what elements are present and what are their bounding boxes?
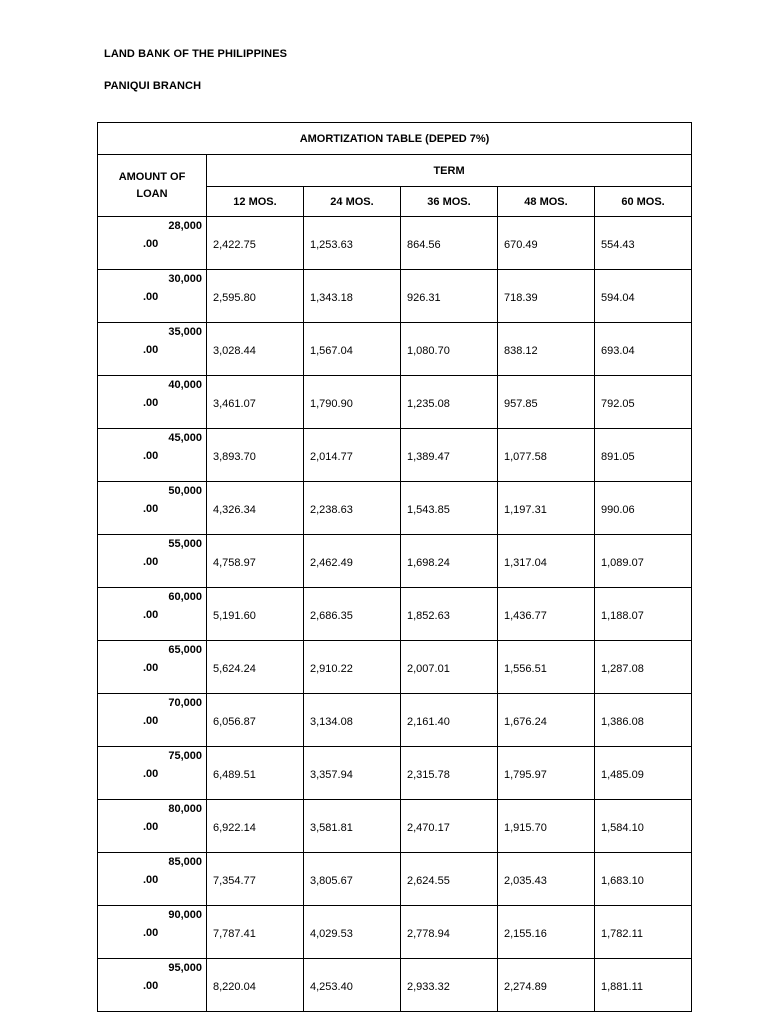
loan-amount: 45,000 [168, 432, 202, 444]
monthly-amortization-cell: 4,758.97 [207, 535, 304, 588]
monthly-amortization-cell: 4,029.53 [304, 906, 401, 959]
monthly-amortization-cell: 718.39 [498, 270, 595, 323]
monthly-amortization-cell: 2,624.55 [401, 853, 498, 906]
monthly-amortization-cell: 1,567.04 [304, 323, 401, 376]
monthly-amortization-cell: 4,253.40 [304, 959, 401, 1012]
monthly-amortization-cell: 1,790.90 [304, 376, 401, 429]
monthly-amortization-cell: 1,080.70 [401, 323, 498, 376]
table-title: AMORTIZATION TABLE (DEPED 7%) [98, 123, 692, 155]
loan-amount-cell [98, 323, 207, 376]
monthly-amortization-cell: 838.12 [498, 323, 595, 376]
monthly-amortization-cell: 3,134.08 [304, 694, 401, 747]
monthly-amortization-cell: 2,007.01 [401, 641, 498, 694]
monthly-amortization-cell: 2,155.16 [498, 906, 595, 959]
monthly-amortization-cell: 891.05 [595, 429, 692, 482]
monthly-amortization-cell: 1,077.58 [498, 429, 595, 482]
table-row [98, 747, 692, 800]
amount-header-line1: AMOUNT OF [118, 170, 186, 183]
loan-amount-cell [98, 641, 207, 694]
table-row [98, 270, 692, 323]
monthly-amortization-cell: 1,683.10 [595, 853, 692, 906]
monthly-amortization-cell: 864.56 [401, 217, 498, 270]
monthly-amortization-cell: 1,782.11 [595, 906, 692, 959]
loan-amount-cents: .00 [143, 662, 159, 674]
loan-amount-cents: .00 [143, 503, 159, 515]
loan-amount-cell [98, 800, 207, 853]
monthly-amortization-cell: 2,014.77 [304, 429, 401, 482]
table-row [98, 641, 692, 694]
monthly-amortization-cell: 1,386.08 [595, 694, 692, 747]
bank-name: LAND BANK OF THE PHILIPPINES [104, 48, 288, 60]
monthly-amortization-cell: 2,686.35 [304, 588, 401, 641]
term-column-header: 36 MOS. [401, 187, 498, 217]
monthly-amortization-cell: 1,852.63 [401, 588, 498, 641]
monthly-amortization-cell: 957.85 [498, 376, 595, 429]
monthly-amortization-cell: 6,056.87 [207, 694, 304, 747]
monthly-amortization-cell: 1,676.24 [498, 694, 595, 747]
monthly-amortization-cell: 1,881.11 [595, 959, 692, 1012]
loan-amount-cents: .00 [143, 715, 159, 727]
loan-amount-cell [98, 694, 207, 747]
monthly-amortization-cell: 990.06 [595, 482, 692, 535]
monthly-amortization-cell: 8,220.04 [207, 959, 304, 1012]
monthly-amortization-cell: 2,238.63 [304, 482, 401, 535]
monthly-amortization-cell: 7,787.41 [207, 906, 304, 959]
monthly-amortization-cell: 2,778.94 [401, 906, 498, 959]
loan-amount-cents: .00 [143, 397, 159, 409]
loan-amount-cell [98, 217, 207, 270]
loan-amount: 70,000 [168, 697, 202, 709]
monthly-amortization-cell: 1,235.08 [401, 376, 498, 429]
monthly-amortization-cell: 5,191.60 [207, 588, 304, 641]
amount-of-loan-header [98, 155, 207, 217]
monthly-amortization-cell: 2,274.89 [498, 959, 595, 1012]
monthly-amortization-cell: 3,805.67 [304, 853, 401, 906]
loan-amount: 90,000 [168, 909, 202, 921]
loan-amount: 35,000 [168, 326, 202, 338]
monthly-amortization-cell: 2,595.80 [207, 270, 304, 323]
table-row [98, 323, 692, 376]
monthly-amortization-cell: 6,922.14 [207, 800, 304, 853]
monthly-amortization-cell: 5,624.24 [207, 641, 304, 694]
loan-amount-cell [98, 270, 207, 323]
table-row [98, 959, 692, 1012]
table-row [98, 906, 692, 959]
monthly-amortization-cell: 2,470.17 [401, 800, 498, 853]
monthly-amortization-cell: 1,795.97 [498, 747, 595, 800]
monthly-amortization-cell: 1,389.47 [401, 429, 498, 482]
monthly-amortization-cell: 594.04 [595, 270, 692, 323]
loan-amount: 75,000 [168, 750, 202, 762]
monthly-amortization-cell: 670.49 [498, 217, 595, 270]
loan-amount-cell [98, 906, 207, 959]
branch-name: PANIQUI BRANCH [104, 80, 202, 92]
monthly-amortization-cell: 3,357.94 [304, 747, 401, 800]
loan-amount-cell [98, 853, 207, 906]
table-row [98, 588, 692, 641]
monthly-amortization-cell: 1,556.51 [498, 641, 595, 694]
loan-amount-cell [98, 429, 207, 482]
term-column-header: 12 MOS. [207, 187, 304, 217]
monthly-amortization-cell: 1,089.07 [595, 535, 692, 588]
loan-amount-cents: .00 [143, 556, 159, 568]
monthly-amortization-cell: 1,436.77 [498, 588, 595, 641]
loan-amount: 60,000 [168, 591, 202, 603]
monthly-amortization-cell: 1,317.04 [498, 535, 595, 588]
monthly-amortization-cell: 2,933.32 [401, 959, 498, 1012]
monthly-amortization-cell: 1,485.09 [595, 747, 692, 800]
loan-amount-cents: .00 [143, 874, 159, 886]
monthly-amortization-cell: 7,354.77 [207, 853, 304, 906]
monthly-amortization-cell: 2,462.49 [304, 535, 401, 588]
term-column-header: 60 MOS. [595, 187, 692, 217]
monthly-amortization-cell: 693.04 [595, 323, 692, 376]
monthly-amortization-cell: 1,698.24 [401, 535, 498, 588]
loan-amount: 55,000 [168, 538, 202, 550]
loan-amount-cents: .00 [143, 980, 159, 992]
table-row [98, 376, 692, 429]
loan-amount-cents: .00 [143, 927, 159, 939]
loan-amount: 95,000 [168, 962, 202, 974]
loan-amount: 50,000 [168, 485, 202, 497]
loan-amount: 65,000 [168, 644, 202, 656]
monthly-amortization-cell: 2,422.75 [207, 217, 304, 270]
monthly-amortization-cell: 1,584.10 [595, 800, 692, 853]
monthly-amortization-cell: 554.43 [595, 217, 692, 270]
monthly-amortization-cell: 3,461.07 [207, 376, 304, 429]
loan-amount: 80,000 [168, 803, 202, 815]
loan-amount-cell [98, 747, 207, 800]
table-row [98, 429, 692, 482]
loan-amount: 28,000 [168, 220, 202, 232]
monthly-amortization-cell: 1,543.85 [401, 482, 498, 535]
amount-header-line2: LOAN [136, 187, 168, 200]
monthly-amortization-cell: 2,910.22 [304, 641, 401, 694]
monthly-amortization-cell: 1,197.31 [498, 482, 595, 535]
amortization-table [97, 122, 692, 1012]
table-row [98, 694, 692, 747]
term-column-header: 24 MOS. [304, 187, 401, 217]
table-row [98, 853, 692, 906]
loan-amount-cents: .00 [143, 238, 159, 250]
loan-amount-cell [98, 535, 207, 588]
monthly-amortization-cell: 1,253.63 [304, 217, 401, 270]
monthly-amortization-cell: 1,287.08 [595, 641, 692, 694]
monthly-amortization-cell: 2,161.40 [401, 694, 498, 747]
monthly-amortization-cell: 3,028.44 [207, 323, 304, 376]
term-header: TERM [207, 155, 692, 187]
monthly-amortization-cell: 3,893.70 [207, 429, 304, 482]
monthly-amortization-cell: 1,188.07 [595, 588, 692, 641]
loan-amount-cell [98, 959, 207, 1012]
monthly-amortization-cell: 926.31 [401, 270, 498, 323]
loan-amount-cell [98, 482, 207, 535]
monthly-amortization-cell: 1,343.18 [304, 270, 401, 323]
loan-amount-cell [98, 588, 207, 641]
monthly-amortization-cell: 1,915.70 [498, 800, 595, 853]
monthly-amortization-cell: 2,035.43 [498, 853, 595, 906]
monthly-amortization-cell: 4,326.34 [207, 482, 304, 535]
loan-amount-cell [98, 376, 207, 429]
table-row [98, 217, 692, 270]
loan-amount-cents: .00 [143, 450, 159, 462]
monthly-amortization-cell: 2,315.78 [401, 747, 498, 800]
loan-amount: 85,000 [168, 856, 202, 868]
loan-amount: 30,000 [168, 273, 202, 285]
loan-amount-cents: .00 [143, 768, 159, 780]
loan-amount-cents: .00 [143, 821, 159, 833]
term-column-header: 48 MOS. [498, 187, 595, 217]
monthly-amortization-cell: 6,489.51 [207, 747, 304, 800]
loan-amount-cents: .00 [143, 609, 159, 621]
monthly-amortization-cell: 792.05 [595, 376, 692, 429]
table-row [98, 482, 692, 535]
table-body [98, 217, 692, 1012]
loan-amount: 40,000 [168, 379, 202, 391]
monthly-amortization-cell: 3,581.81 [304, 800, 401, 853]
table-row [98, 800, 692, 853]
loan-amount-cents: .00 [143, 344, 159, 356]
loan-amount-cents: .00 [143, 291, 159, 303]
table-row [98, 535, 692, 588]
